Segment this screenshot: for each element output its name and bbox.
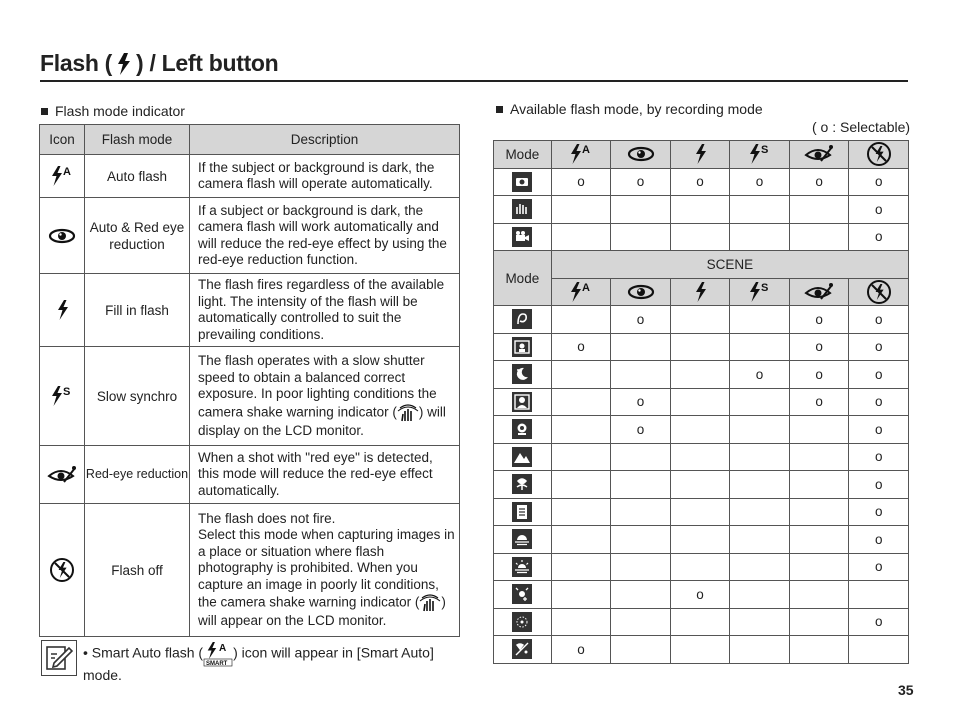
selectable-cell	[789, 636, 849, 664]
selectable-cell	[789, 471, 849, 499]
selectable-cell	[670, 333, 729, 361]
selectable-cell	[789, 223, 849, 251]
selectable-cell	[611, 333, 671, 361]
selectable-cell: o	[789, 168, 849, 196]
selectable-cell	[551, 526, 611, 554]
fill-flash-icon	[670, 141, 729, 169]
selectable-cell	[789, 416, 849, 444]
selectable-cell	[789, 526, 849, 554]
svg-text:S: S	[760, 281, 768, 294]
selectable-cell	[670, 471, 729, 499]
selectable-cell	[670, 608, 729, 636]
title-rule	[40, 80, 908, 82]
available-flash-mode-heading: Available flash mode, by recording mode	[496, 101, 763, 117]
selectable-cell: o	[551, 636, 611, 664]
selectable-cell	[611, 636, 671, 664]
table-header-row	[40, 125, 460, 155]
flash-off-icon	[849, 278, 909, 306]
svg-text:A: A	[581, 281, 590, 294]
selectable-cell	[611, 223, 671, 251]
selectable-cell	[551, 388, 611, 416]
camera-shake-icon	[419, 593, 441, 613]
selectable-cell	[789, 553, 849, 581]
table-row: A Auto flash If the subject or background is dark, the camera flash will operate automatically.	[40, 155, 460, 198]
selectable-cell	[789, 608, 849, 636]
table-row: Auto & Red eye reduction If a subject or background is dark, the camera flash will work automatically and will reduce the red-eye effect by using the red-eye reduction function.	[40, 198, 460, 274]
frame-guide-icon	[494, 333, 552, 361]
flash-mode-header-row	[494, 141, 909, 169]
selectable-cell: o	[849, 608, 909, 636]
smart-auto-flash-icon	[203, 641, 233, 667]
fill-flash-icon	[40, 274, 85, 347]
table-row	[494, 498, 909, 526]
selectable-cell	[730, 223, 790, 251]
selectable-cell	[730, 636, 790, 664]
note-text: • Smart Auto flash ( A SMART ) icon will appear in [Smart Auto] mode.	[83, 643, 434, 683]
selectable-cell	[611, 526, 671, 554]
flash-off-icon	[40, 504, 85, 637]
selectable-cell: o	[551, 333, 611, 361]
selectable-cell	[551, 443, 611, 471]
svg-text:S: S	[760, 144, 768, 157]
children-icon	[494, 416, 552, 444]
svg-text:A: A	[219, 643, 227, 654]
selectable-cell	[551, 196, 611, 224]
flash-availability-table	[493, 140, 909, 664]
table-row	[494, 333, 909, 361]
table-row: Red-eye reduction When a shot with "red eye" is detected, this mode will reduce the red-eye effect automatically.	[40, 446, 460, 504]
slow-sync-icon	[40, 347, 85, 446]
slow-sync-icon	[730, 278, 790, 306]
camera-mode-icon	[494, 168, 552, 196]
selectable-cell	[611, 498, 671, 526]
title-suffix: ) / Left button	[136, 50, 279, 76]
text-icon	[494, 498, 552, 526]
table-row	[494, 361, 909, 389]
selectable-cell	[730, 526, 790, 554]
bullet-square	[496, 106, 503, 113]
beach-snow-icon	[494, 636, 552, 664]
selectable-cell	[789, 443, 849, 471]
selectable-cell: o	[551, 168, 611, 196]
table-row	[494, 471, 909, 499]
selectable-cell	[670, 416, 729, 444]
movie-mode-icon	[494, 223, 552, 251]
selectable-cell	[730, 471, 790, 499]
table-row	[494, 443, 909, 471]
flash-auto-icon	[40, 155, 85, 198]
flash-off-icon	[849, 141, 909, 169]
selectable-cell	[551, 471, 611, 499]
table-row	[494, 168, 909, 196]
selectable-cell: o	[611, 416, 671, 444]
col-header-mode: Flash mode	[85, 125, 190, 155]
selectable-cell	[730, 443, 790, 471]
night-icon	[494, 361, 552, 389]
selectable-cell	[611, 471, 671, 499]
selectable-cell: o	[789, 306, 849, 334]
selectable-cell	[611, 361, 671, 389]
selectable-cell: o	[611, 306, 671, 334]
selectable-cell	[551, 608, 611, 636]
selectable-cell: o	[849, 471, 909, 499]
selectable-cell: o	[730, 361, 790, 389]
svg-text:A: A	[63, 166, 71, 178]
selectable-legend: ( o : Selectable)	[812, 119, 911, 135]
flash-auto-icon	[551, 141, 611, 169]
selectable-cell	[730, 333, 790, 361]
selectable-cell	[670, 443, 729, 471]
selectable-cell	[730, 416, 790, 444]
selectable-cell	[551, 581, 611, 609]
selectable-cell: o	[849, 553, 909, 581]
selectable-cell: o	[789, 361, 849, 389]
selectable-cell: o	[849, 361, 909, 389]
red-eye-icon	[611, 278, 671, 306]
selectable-cell: o	[670, 168, 729, 196]
selectable-cell	[670, 306, 729, 334]
selectable-cell: o	[789, 388, 849, 416]
table-row	[494, 306, 909, 334]
svg-text:SMART: SMART	[206, 661, 228, 667]
selectable-cell	[670, 388, 729, 416]
scene-label: SCENE	[551, 251, 908, 279]
table-row	[494, 388, 909, 416]
selectable-cell	[551, 361, 611, 389]
table-row	[494, 636, 909, 664]
table-row	[494, 553, 909, 581]
selectable-cell: o	[849, 196, 909, 224]
table-row	[494, 526, 909, 554]
selectable-cell	[670, 553, 729, 581]
backlight-icon	[494, 581, 552, 609]
sunset-icon	[494, 526, 552, 554]
selectable-cell: o	[789, 333, 849, 361]
selectable-cell	[730, 498, 790, 526]
selectable-cell	[670, 498, 729, 526]
table-row	[494, 608, 909, 636]
selectable-cell: o	[849, 168, 909, 196]
selectable-cell: o	[849, 223, 909, 251]
selectable-cell	[551, 416, 611, 444]
camera-shake-icon	[397, 403, 419, 423]
fireworks-icon	[494, 608, 552, 636]
slow-sync-icon	[730, 141, 790, 169]
selectable-cell	[849, 581, 909, 609]
selectable-cell	[670, 361, 729, 389]
red-eye-fix-icon	[789, 278, 849, 306]
selectable-cell	[670, 196, 729, 224]
svg-text:A: A	[581, 144, 590, 157]
scene-header-row	[494, 251, 909, 279]
col-header-description: Description	[190, 125, 460, 155]
close-up-icon	[494, 471, 552, 499]
selectable-cell	[611, 443, 671, 471]
selectable-cell	[611, 196, 671, 224]
red-eye-icon	[40, 198, 85, 274]
selectable-cell	[670, 526, 729, 554]
selectable-cell	[789, 581, 849, 609]
dawn-icon	[494, 553, 552, 581]
selectable-cell	[670, 636, 729, 664]
page-number: 35	[898, 682, 914, 698]
table-row: Flash off The flash does not fire. Select this mode when capturing images in a place or situation where flash photography is prohibited. When you capture an image in poorly lit conditions, the camera shake warning indicator ( ) will appear on the LCD monitor.	[40, 504, 460, 637]
red-eye-fix-icon	[789, 141, 849, 169]
selectable-cell: o	[849, 306, 909, 334]
selectable-cell	[611, 581, 671, 609]
table-row	[494, 196, 909, 224]
mode-label: Mode	[494, 141, 552, 169]
table-row: S Slow synchro The flash operates with a slow shutter speed to obtain a balanced correct exposure. In poor lighting conditions the camera shake warning indicator ( ) will display on the LCD monitor.	[40, 347, 460, 446]
slow-sync-description: The flash operates with a slow shutter speed to obtain a balanced correct exposure. In poor lighting conditions the camera shake warning indicator ( ) will display on the LCD monitor.	[190, 347, 460, 446]
selectable-cell	[730, 553, 790, 581]
selectable-cell	[789, 196, 849, 224]
selectable-cell: o	[849, 443, 909, 471]
col-header-icon: Icon	[40, 125, 85, 155]
selectable-cell: o	[849, 388, 909, 416]
selectable-cell	[611, 553, 671, 581]
note	[39, 637, 460, 683]
selectable-cell: o	[611, 388, 671, 416]
flash-mode-header-row	[494, 278, 909, 306]
selectable-cell	[551, 223, 611, 251]
selectable-cell	[551, 498, 611, 526]
selectable-cell: o	[611, 168, 671, 196]
flash-off-description: The flash does not fire. Select this mode when capturing images in a place or situation where flash photography is prohibited. When you capture an image in poorly lit conditions, the camera shake warning indicator ( ) will appear on the LCD monitor.	[190, 504, 460, 637]
title-prefix: Flash (	[40, 50, 113, 76]
selectable-cell: o	[849, 333, 909, 361]
flash-mode-indicator-heading: Flash mode indicator	[41, 103, 185, 119]
selectable-cell	[611, 608, 671, 636]
table-row: Fill in flash The flash fires regardless of the available light. The intensity of the flash will be automatically controlled to suit the prevailing conditions.	[40, 274, 460, 347]
table-row	[494, 581, 909, 609]
flash-auto-icon	[551, 278, 611, 306]
note-pencil-icon	[41, 640, 77, 676]
portrait-icon	[494, 388, 552, 416]
fill-flash-icon	[670, 278, 729, 306]
page-title	[40, 50, 278, 77]
selectable-cell	[789, 498, 849, 526]
landscape-icon	[494, 443, 552, 471]
red-eye-fix-icon	[40, 446, 85, 504]
selectable-cell	[849, 636, 909, 664]
selectable-cell: o	[849, 526, 909, 554]
mode-label: Mode	[494, 251, 552, 306]
selectable-cell	[730, 388, 790, 416]
flash-icon	[115, 52, 133, 76]
bullet-square	[41, 108, 48, 115]
red-eye-icon	[611, 141, 671, 169]
selectable-cell: o	[849, 498, 909, 526]
selectable-cell	[730, 581, 790, 609]
selectable-cell	[730, 306, 790, 334]
selectable-cell	[551, 306, 611, 334]
selectable-cell: o	[670, 581, 729, 609]
table-row	[494, 416, 909, 444]
selectable-cell	[730, 196, 790, 224]
selectable-cell: o	[849, 416, 909, 444]
selectable-cell	[551, 553, 611, 581]
selectable-cell: o	[730, 168, 790, 196]
table-row	[494, 223, 909, 251]
dual-is-mode-icon	[494, 196, 552, 224]
selectable-cell	[730, 608, 790, 636]
flash-mode-table	[39, 124, 460, 637]
smart-auto-icon	[494, 306, 552, 334]
svg-text:S: S	[63, 386, 71, 398]
selectable-cell	[670, 223, 729, 251]
bullet: •	[83, 644, 88, 661]
